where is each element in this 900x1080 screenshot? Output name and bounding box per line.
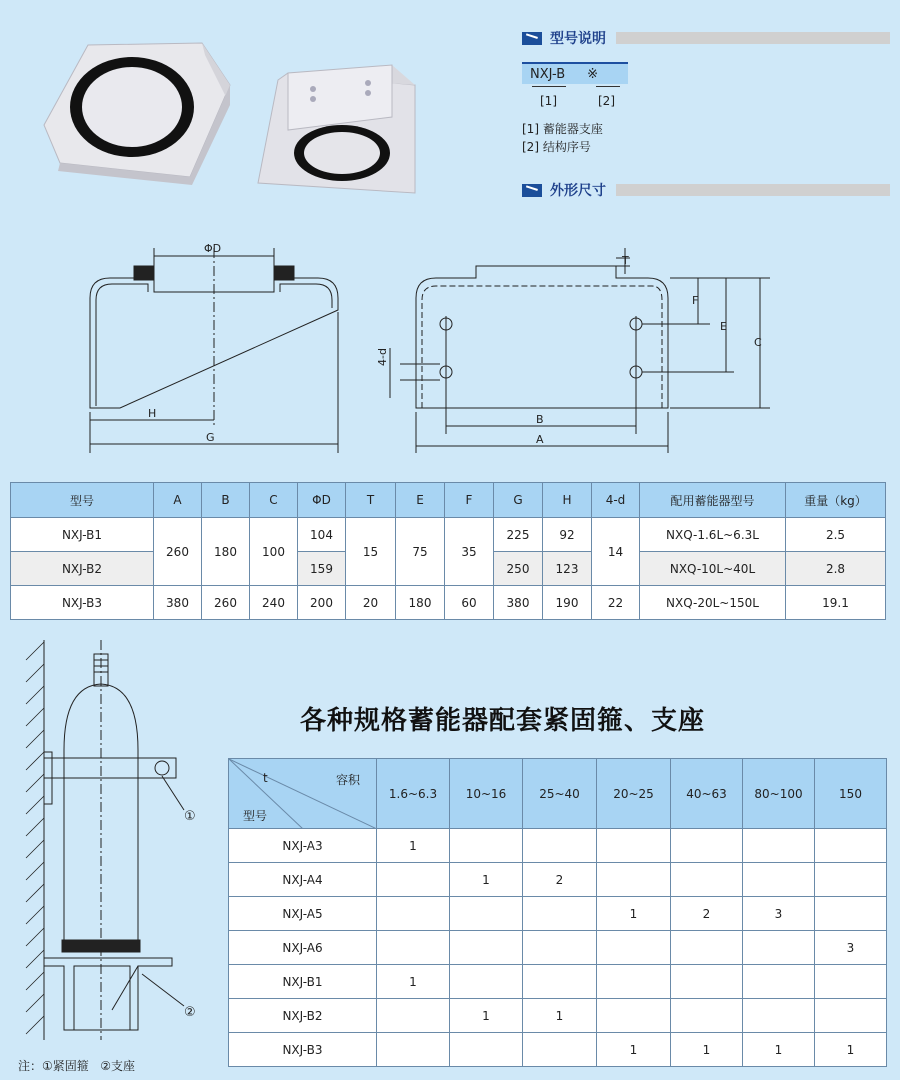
fit-column-header: 20~25 xyxy=(597,759,671,829)
fit-model-cell: NXJ-A6 xyxy=(229,931,377,965)
table-row xyxy=(229,999,887,1033)
fit-cell xyxy=(671,965,743,999)
dimension-drawing xyxy=(70,238,790,460)
fit-cell xyxy=(377,1033,450,1067)
table-row xyxy=(11,586,886,620)
spec-header: A xyxy=(154,483,202,518)
table-row xyxy=(229,829,887,863)
fit-cell: 1 xyxy=(743,1033,815,1067)
fit-cell xyxy=(743,931,815,965)
spec-cell: NXQ-20L~150L xyxy=(640,586,786,620)
legend-line-2: [2] 结构序号 xyxy=(522,140,591,154)
fit-cell: 1 xyxy=(815,1033,887,1067)
spec-header: T xyxy=(346,483,396,518)
fit-column-header: 1.6~6.3 xyxy=(377,759,450,829)
fit-header-row xyxy=(229,759,887,829)
spec-cell: 2.8 xyxy=(786,552,886,586)
spec-cell: 20 xyxy=(346,586,396,620)
fit-model-cell: NXJ-A5 xyxy=(229,897,377,931)
outline-dims-title: 外形尺寸 xyxy=(550,183,606,199)
fit-cell xyxy=(523,897,597,931)
fit-cell xyxy=(815,897,887,931)
spec-cell: 159 xyxy=(298,552,346,586)
fit-cell: 1 xyxy=(597,1033,671,1067)
fit-cell xyxy=(671,829,743,863)
fit-cell xyxy=(450,897,523,931)
fit-cell xyxy=(450,965,523,999)
fit-cell xyxy=(597,863,671,897)
spec-header: G xyxy=(494,483,543,518)
callout-1: ① xyxy=(184,809,196,824)
model-explain-header xyxy=(522,30,890,46)
section-bar xyxy=(616,32,890,44)
spec-header: H xyxy=(543,483,592,518)
spec-cell: 35 xyxy=(445,518,494,586)
spec-header-row xyxy=(11,483,886,518)
spec-header: 配用蓄能器型号 xyxy=(640,483,786,518)
spec-cell: 2.5 xyxy=(786,518,886,552)
spec-table xyxy=(10,482,886,620)
label-b: B xyxy=(536,413,544,426)
model-label-2: [2] xyxy=(598,94,615,108)
fit-model-cell: NXJ-B3 xyxy=(229,1033,377,1067)
fit-cell xyxy=(377,931,450,965)
fit-cell xyxy=(743,829,815,863)
spec-header: 4-d xyxy=(592,483,640,518)
model-code-box xyxy=(522,62,628,84)
label-t: T xyxy=(622,254,629,267)
fit-cell xyxy=(377,863,450,897)
fit-cell xyxy=(523,931,597,965)
fit-table xyxy=(228,758,887,1067)
fit-cell: 1 xyxy=(450,863,523,897)
fit-cell xyxy=(523,829,597,863)
fit-cell xyxy=(597,999,671,1033)
spec-cell: 190 xyxy=(543,586,592,620)
fit-model-cell: NXJ-B1 xyxy=(229,965,377,999)
fit-cell xyxy=(450,1033,523,1067)
table-row xyxy=(11,518,886,552)
spec-header: 重量（kg） xyxy=(786,483,886,518)
product-photos xyxy=(30,35,450,200)
fit-cell xyxy=(377,897,450,931)
corner-t: t xyxy=(263,771,268,785)
spec-cell: NXQ-1.6L~6.3L xyxy=(640,518,786,552)
fit-cell: 1 xyxy=(377,965,450,999)
spec-cell: 75 xyxy=(396,518,445,586)
fit-cell: 2 xyxy=(523,863,597,897)
spec-header: B xyxy=(202,483,250,518)
fit-cell xyxy=(743,965,815,999)
fit-cell xyxy=(743,863,815,897)
spec-cell: NXQ-10L~40L xyxy=(640,552,786,586)
spec-header: ΦD xyxy=(298,483,346,518)
spec-cell: 380 xyxy=(494,586,543,620)
table-row xyxy=(229,1033,887,1067)
label-c: C xyxy=(754,336,762,349)
label-phi-d: ΦD xyxy=(204,242,222,255)
label-h: H xyxy=(148,407,157,420)
spec-cell: 60 xyxy=(445,586,494,620)
spec-cell: 14 xyxy=(592,518,640,586)
fit-cell xyxy=(743,999,815,1033)
table-row xyxy=(229,897,887,931)
callout-2: ② xyxy=(184,1005,196,1020)
spec-cell: 380 xyxy=(154,586,202,620)
spec-header: F xyxy=(445,483,494,518)
model-mark: ※ xyxy=(587,66,599,82)
spec-cell: NXJ-B2 xyxy=(11,552,154,586)
fit-column-header: 150 xyxy=(815,759,887,829)
spec-header: C xyxy=(250,483,298,518)
fit-cell xyxy=(815,829,887,863)
label-e: E xyxy=(720,320,727,333)
fit-cell xyxy=(597,931,671,965)
fit-cell xyxy=(523,1033,597,1067)
fit-cell xyxy=(523,965,597,999)
fit-cell xyxy=(815,965,887,999)
spec-cell: 22 xyxy=(592,586,640,620)
table-row xyxy=(229,863,887,897)
outline-dims-header xyxy=(522,182,890,198)
fit-cell xyxy=(671,863,743,897)
corner-model: 型号 xyxy=(243,809,268,823)
spec-cell: NXJ-B1 xyxy=(11,518,154,552)
fit-cell: 1 xyxy=(450,999,523,1033)
fit-cell xyxy=(450,931,523,965)
fit-cell: 1 xyxy=(523,999,597,1033)
fit-column-header: 10~16 xyxy=(450,759,523,829)
page-title: 各种规格蓄能器配套紧固箍、支座 xyxy=(300,706,706,736)
spec-cell: 104 xyxy=(298,518,346,552)
fit-cell: 3 xyxy=(743,897,815,931)
fit-cell xyxy=(815,999,887,1033)
spec-cell: 180 xyxy=(202,518,250,586)
fit-cell xyxy=(597,829,671,863)
fit-cell xyxy=(815,863,887,897)
label-g: G xyxy=(206,431,215,444)
fit-cell: 1 xyxy=(377,829,450,863)
spec-header: E xyxy=(396,483,445,518)
corner-volume: 容积 xyxy=(335,773,360,787)
footnote: 注：①紧固箍 ②支座 xyxy=(18,1059,135,1073)
spec-cell: 180 xyxy=(396,586,445,620)
model-label-1: [1] xyxy=(540,94,557,108)
fit-cell: 3 xyxy=(815,931,887,965)
spec-cell: 15 xyxy=(346,518,396,586)
label-a: A xyxy=(536,433,544,446)
underline-2 xyxy=(596,86,620,87)
fit-column-header: 80~100 xyxy=(743,759,815,829)
fit-cell: 1 xyxy=(597,897,671,931)
section-icon xyxy=(522,32,542,45)
table-row xyxy=(229,965,887,999)
spec-cell: 123 xyxy=(543,552,592,586)
fit-cell xyxy=(450,829,523,863)
fit-cell xyxy=(671,999,743,1033)
section-bar xyxy=(616,184,890,196)
label-4d: 4-d xyxy=(376,348,389,366)
fit-cell: 1 xyxy=(671,1033,743,1067)
spec-cell: 19.1 xyxy=(786,586,886,620)
fit-cell xyxy=(597,965,671,999)
spec-cell: 200 xyxy=(298,586,346,620)
fit-cell xyxy=(671,931,743,965)
spec-cell: 260 xyxy=(202,586,250,620)
spec-cell: 240 xyxy=(250,586,298,620)
fit-cell: 2 xyxy=(671,897,743,931)
fit-column-header: 25~40 xyxy=(523,759,597,829)
spec-cell: 250 xyxy=(494,552,543,586)
fit-column-header: 40~63 xyxy=(671,759,743,829)
fit-cell xyxy=(377,999,450,1033)
table-row xyxy=(229,931,887,965)
model-code: NXJ-B xyxy=(530,66,566,82)
fit-model-cell: NXJ-A3 xyxy=(229,829,377,863)
corner-cell xyxy=(229,759,377,829)
spec-cell: 225 xyxy=(494,518,543,552)
spec-cell: 100 xyxy=(250,518,298,586)
spec-cell: 260 xyxy=(154,518,202,586)
model-explain-title: 型号说明 xyxy=(550,31,606,47)
label-f: F xyxy=(692,294,699,307)
fit-model-cell: NXJ-B2 xyxy=(229,999,377,1033)
spec-header: 型号 xyxy=(11,483,154,518)
spec-cell: 92 xyxy=(543,518,592,552)
fit-model-cell: NXJ-A4 xyxy=(229,863,377,897)
mounting-drawing xyxy=(12,640,212,1050)
underline-1 xyxy=(532,86,566,87)
spec-cell: NXJ-B3 xyxy=(11,586,154,620)
section-icon xyxy=(522,184,542,197)
legend-line-1: [1] 蓄能器支座 xyxy=(522,122,603,136)
